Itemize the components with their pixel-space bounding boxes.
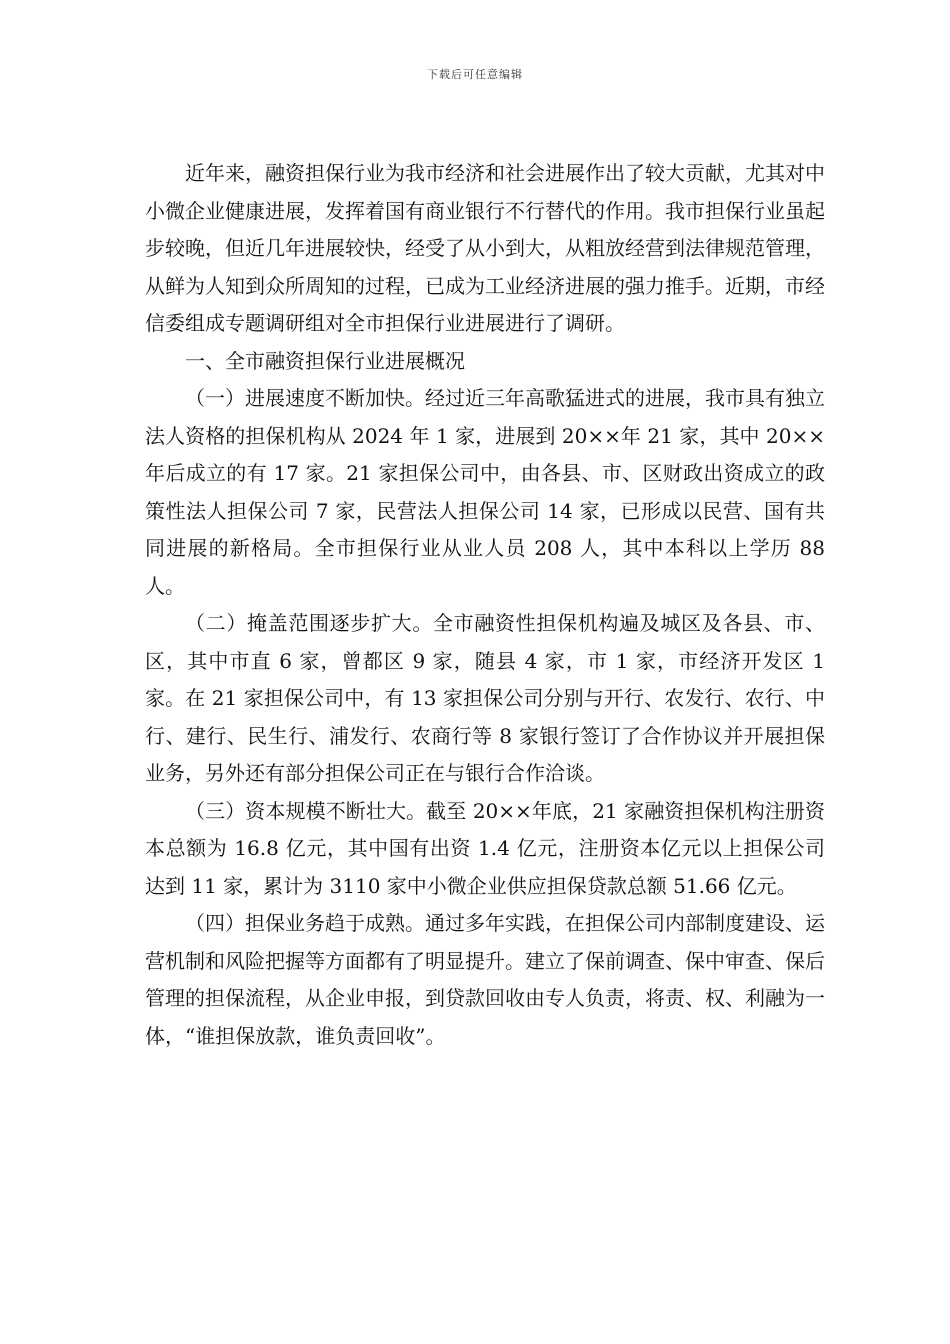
paragraph-capital-scale: （三）资本规模不断壮大。截至 20××年底，21 家融资担保机构注册资本总额为 16.8 亿元，其中国有出资 1.4 亿元，注册资本亿元以上担保公司达到 11 家，累计为 3110 家中小微企业供应担保贷款总额 51.66 亿元。 bbox=[145, 798, 825, 898]
paragraph-growth-speed: （一）进展速度不断加快。经过近三年高歌猛进式的进展，我市具有独立法人资格的担保机构从 2024 年 1 家，进展到 20××年 21 家，其中 20××年后成立的有 17 家。21 家担保公司中，由各县、市、区财政出资成立的政策性法人担保公司 7 家，民营法人担保公司 14 家，已形成以民营、国有共同进展的新格局。全市担保行业从业人员 208 人，其中本科以上学历 88 人。 bbox=[145, 386, 825, 598]
intro-paragraph: 近年来，融资担保行业为我市经济和社会进展作出了较大贡献，尤其对中小微企业健康进展，发挥着国有商业银行不行替代的作用。我市担保行业虽起步较晚，但近几年进展较快，经受了从小到大，从粗放经营到法律规范管理，从鲜为人知到众所周知的过程，已成为工业经济进展的强力推手。近期，市经信委组成专题调研组对全市担保行业进展进行了调研。 bbox=[145, 161, 825, 335]
page-header: 下载后可任意编辑 bbox=[427, 68, 523, 81]
document-body bbox=[145, 155, 825, 1055]
section-heading: 一、全市融资担保行业进展概况 bbox=[185, 348, 465, 373]
paragraph-business-maturity: （四）担保业务趋于成熟。通过多年实践，在担保公司内部制度建设、运营机制和风险把握等方面都有了明显提升。建立了保前调查、保中审查、保后管理的担保流程，从企业申报，到贷款回收由专人负责，将责、权、利融为一体，“谁担保放款，谁负责回收”。 bbox=[145, 911, 825, 1048]
paragraph-coverage: （二）掩盖范围逐步扩大。全市融资性担保机构遍及城区及各县、市、区，其中市直 6 家，曾都区 9 家，随县 4 家，市 1 家，市经济开发区 1 家。在 21 家担保公司中，有 13 家担保公司分别与开行、农发行、农行、中行、建行、民生行、浦发行、农商行等 8 家银行签订了合作协议并开展担保业务，另外还有部分担保公司正在与银行合作洽谈。 bbox=[145, 611, 825, 785]
